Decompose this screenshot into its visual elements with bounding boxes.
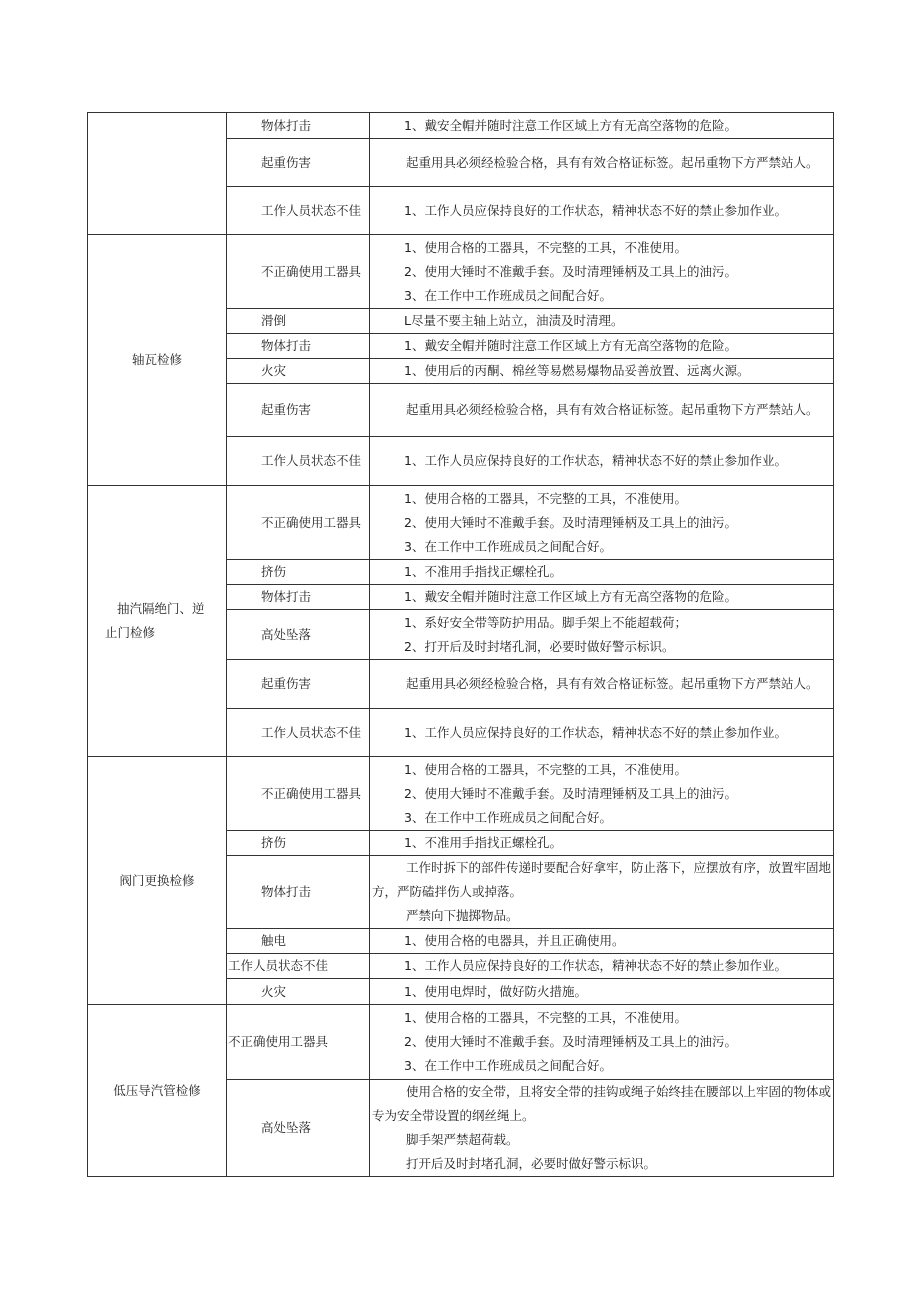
hazard-cell: 工作人员状态不佳 bbox=[227, 709, 370, 757]
measure-cell: 1、使用合格的工器具，不完整的工具，不准使用。 2、使用大锤时不准戴手套。及时清理锤柄及工具上的油污。 3、在工作中工作班成员之间配合好。 bbox=[370, 757, 834, 831]
measure-cell: 1、使用合格的工器具，不完整的工具，不准使用。 2、使用大锤时不准戴手套。及时清理锤柄及工具上的油污。 3、在工作中工作班成员之间配合好。 bbox=[370, 486, 834, 560]
hazard-cell: 工作人员状态不佳 bbox=[227, 954, 370, 979]
risk-measures-table bbox=[87, 112, 834, 1177]
measure-cell: 1、系好安全带等防护用品。脚手架上不能超载荷； 2、打开后及时封堵孔洞，必要时做好警示标识。 bbox=[370, 610, 834, 660]
hazard-cell: 起重伤害 bbox=[227, 139, 370, 187]
hazard-cell: 高处坠落 bbox=[227, 610, 370, 660]
table-row bbox=[88, 486, 834, 560]
table-row bbox=[88, 1005, 834, 1080]
hazard-cell: 火灾 bbox=[227, 979, 370, 1005]
measure-cell: 1、工作人员应保持良好的工作状态，精神状态不好的禁止参加作业。 bbox=[370, 437, 834, 486]
measure-cell: 起重用具必须经检验合格，具有有效合格证标签。起吊重物下方严禁站人。 bbox=[370, 139, 834, 187]
hazard-cell: 火灾 bbox=[227, 359, 370, 384]
hazard-cell: 不正确使用工器具 bbox=[227, 235, 370, 309]
hazard-cell: 滑倒 bbox=[227, 309, 370, 334]
measure-cell: 1、不准用手指找正螺栓孔。 bbox=[370, 831, 834, 856]
measure-cell: 1、使用合格的工器具，不完整的工具，不准使用。 2、使用大锤时不准戴手套。及时清理锤柄及工具上的油污。 3、在工作中工作班成员之间配合好。 bbox=[370, 1005, 834, 1080]
measure-cell: 1、戴安全帽并随时注意工作区域上方有无高空落物的危险。 bbox=[370, 334, 834, 359]
measure-cell: 1、工作人员应保持良好的工作状态，精神状态不好的禁止参加作业。 bbox=[370, 954, 834, 979]
hazard-cell: 物体打击 bbox=[227, 856, 370, 929]
hazard-cell: 不正确使用工器具 bbox=[227, 486, 370, 560]
hazard-cell: 挤伤 bbox=[227, 560, 370, 585]
task-cell: 阀门更换检修 bbox=[88, 757, 227, 1005]
hazard-cell: 触电 bbox=[227, 929, 370, 954]
measure-cell: 1、使用电焊时，做好防火措施。 bbox=[370, 979, 834, 1005]
table-row bbox=[88, 757, 834, 831]
hazard-cell: 物体打击 bbox=[227, 334, 370, 359]
hazard-cell: 不正确使用工器具 bbox=[227, 757, 370, 831]
measure-cell: 起重用具必须经检验合格，具有有效合格证标签。起吊重物下方严禁站人。 bbox=[370, 384, 834, 437]
task-cell: 轴瓦检修 bbox=[88, 235, 227, 486]
hazard-cell: 物体打击 bbox=[227, 113, 370, 139]
table-row bbox=[88, 235, 834, 309]
measure-cell: 1、戴安全帽并随时注意工作区域上方有无高空落物的危险。 bbox=[370, 585, 834, 610]
measure-cell: 1、工作人员应保持良好的工作状态，精神状态不好的禁止参加作业。 bbox=[370, 187, 834, 235]
measure-cell: 1、使用合格的工器具，不完整的工具，不准使用。 2、使用大锤时不准戴手套。及时清理锤柄及工具上的油污。 3、在工作中工作班成员之间配合好。 bbox=[370, 235, 834, 309]
measure-cell: 1、使用后的丙酮、棉丝等易燃易爆物品妥善放置、远离火源。 bbox=[370, 359, 834, 384]
measure-cell: 1、戴安全帽并随时注意工作区域上方有无高空落物的危险。 bbox=[370, 113, 834, 139]
measure-cell: 起重用具必须经检验合格，具有有效合格证标签。起吊重物下方严禁站人。 bbox=[370, 660, 834, 709]
hazard-cell: 起重伤害 bbox=[227, 384, 370, 437]
measure-cell: 1、使用合格的电器具，并且正确使用。 bbox=[370, 929, 834, 954]
measure-cell: 工作时拆下的部件传递时要配合好拿牢，防止落下，应摆放有序，放置牢固地方，严防磕拌伤人或掉落。 严禁向下抛掷物品。 bbox=[370, 856, 834, 929]
measure-cell: 1、工作人员应保持良好的工作状态，精神状态不好的禁止参加作业。 bbox=[370, 709, 834, 757]
task-cell: 抽汽隔绝门、逆止门检修 bbox=[88, 486, 227, 757]
measure-cell: L尽量不要主轴上站立，油渍及时清理。 bbox=[370, 309, 834, 334]
hazard-cell: 物体打击 bbox=[227, 585, 370, 610]
hazard-cell: 工作人员状态不佳 bbox=[227, 437, 370, 486]
hazard-cell: 挤伤 bbox=[227, 831, 370, 856]
measure-cell: 使用合格的安全带，且将安全带的挂钩或绳子始终挂在腰部以上牢固的物体或专为安全带设置的纲丝绳上。 脚手架严禁超荷载。 打开后及时封堵孔洞，必要时做好警示标识。 bbox=[370, 1080, 834, 1177]
table-row bbox=[88, 113, 834, 139]
hazard-cell: 起重伤害 bbox=[227, 660, 370, 709]
task-cell: 低压导汽管检修 bbox=[88, 1005, 227, 1177]
hazard-cell: 不正确使用工器具 bbox=[227, 1005, 370, 1080]
hazard-cell: 工作人员状态不佳 bbox=[227, 187, 370, 235]
hazard-cell: 高处坠落 bbox=[227, 1080, 370, 1177]
task-cell bbox=[88, 113, 227, 235]
measure-cell: 1、不准用手指找正螺栓孔。 bbox=[370, 560, 834, 585]
